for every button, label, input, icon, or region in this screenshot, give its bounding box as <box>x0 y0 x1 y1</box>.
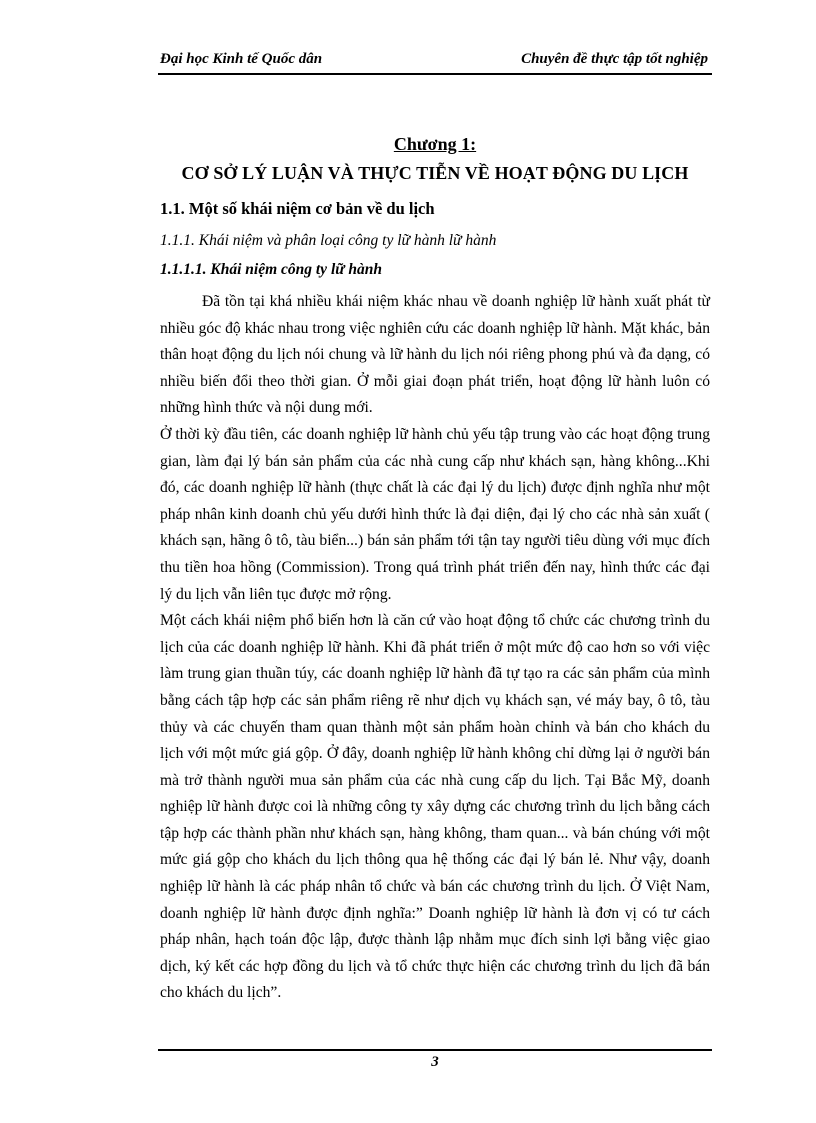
chapter-heading: CƠ SỞ LÝ LUẬN VÀ THỰC TIỄN VỀ HOẠT ĐỘNG DU LỊCH <box>181 163 689 183</box>
subsubsection-heading: 1.1.1.1. Khái niệm công ty lữ hành <box>160 261 383 278</box>
paragraph: Ở thời kỳ đầu tiên, các doanh nghiệp lữ hành chủ yếu tập trung vào các hoạt động trung gian, làm đại lý bán sản phẩm của các nhà cung cấp như khách sạn, hàng không...Khi đó, các doanh nghiệp lữ hành (thực chất là các đại lý du lịch) được định nghĩa như một pháp nhân kinh doanh chủ yếu dưới hình thức là đại diện, đại lý cho các nhà sản xuất ( khách sạn, hãng ô tô, tàu biển...) bán sản phẩm tới tận tay người tiêu dùng với mục đích thu tiền hoa hồng (Commission). Trong quá trình phát triển đến nay, hình thức các đại lý du lịch vẫn liên tục được mở rộng. <box>160 425 710 603</box>
paragraph: Một cách khái niệm phổ biến hơn là căn cứ vào hoạt động tổ chức các chương trình du lịch của các doanh nghiệp lữ hành. Khi đã phát triển ở một mức độ cao hơn so với việc làm trung gian thuần túy, các doanh nghiệp lữ hành đã tự tạo ra các sản phẩm của mình bằng cách tập hợp các sản phẩm riêng rẽ như dịch vụ khách sạn, vé máy bay, ô tô, tàu thủy và các chuyến tham quan thành một sản phẩm hoàn chỉnh và bán cho khách du lịch với một mức giá gộp. Ở đây, doanh nghiệp lữ hành không chỉ dừng lại ở người bán mà trở thành người mua sản phẩm của các nhà cung cấp du lịch. Tại Bắc Mỹ, doanh nghiệp lữ hành được coi là những công ty xây dựng các chương trình du lịch bằng cách tập hợp các thành phần như khách sạn, hàng không, tham quan... và bán chúng với một mức giá gộp cho khách du lịch thông qua hệ thống các đại lý bán lẻ. Như vậy, doanh nghiệp lữ hành là các pháp nhân tổ chức và bán các chương trình du lịch. Ở Việt Nam, doanh nghiệp lữ hành được định nghĩa:” Doanh nghiệp lữ hành là đơn vị có tư cách pháp nhân, hạch toán độc lập, được thành lập nhằm mục đích sinh lợi bằng việc giao dịch, ký kết các hợp đồng du lịch và tổ chức thực hiện các chương trình du lịch đã bán cho khách du lịch”. <box>160 612 710 1002</box>
footer-rule <box>158 1049 712 1051</box>
page-header <box>158 47 712 75</box>
header-document-type: Chuyên đề thực tập tốt nghiệp <box>521 51 708 67</box>
page-number: 3 <box>431 1054 439 1070</box>
body-text <box>160 289 710 1007</box>
subsection-heading: 1.1.1. Khái niệm và phân loại công ty lữ hành lữ hành <box>160 232 497 249</box>
header-university: Đại học Kinh tế Quốc dân <box>160 51 323 67</box>
paragraph: Đã tồn tại khá nhiều khái niệm khác nhau về doanh nghiệp lữ hành xuất phát từ nhiều góc độ khác nhau trong việc nghiên cứu các doanh nghiệp lữ hành. Mặt khác, bản thân hoạt động du lịch nói chung và lữ hành du lịch nói riêng phong phú và đa dạng, có nhiều biến đổi theo thời gian. Ở mỗi giai đoạn phát triển, hoạt động lữ hành luôn có những hình thức và nội dung mới. <box>160 293 710 417</box>
section-heading: 1.1. Một số khái niệm cơ bản về du lịch <box>160 199 435 218</box>
chapter-title: Chương 1: <box>393 134 477 154</box>
